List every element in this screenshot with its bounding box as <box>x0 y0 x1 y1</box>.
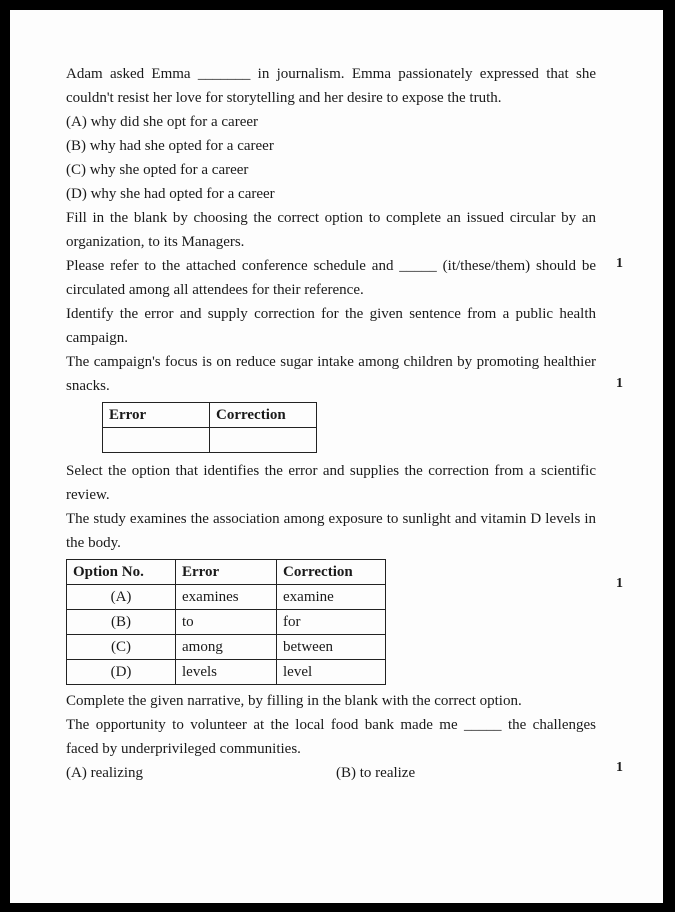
q3-correction-cell <box>210 428 317 453</box>
table-row <box>67 585 386 610</box>
q4-row-a-option: (A) <box>67 585 176 610</box>
q5-instruction: Complete the given narrative, by filling in the blank with the correct option. <box>66 693 522 709</box>
q5-sentence: The opportunity to volunteer at the local food bank made me _____ the challenges faced by underprivileged communities. <box>66 717 596 757</box>
q5-option-b: (B) to realize <box>336 765 416 781</box>
q4-marks: 1 <box>616 576 623 591</box>
q3-marks: 1 <box>616 376 623 391</box>
q4-row-d-option: (D) <box>67 660 176 685</box>
q2-marks: 1 <box>616 256 623 271</box>
question-content <box>66 62 596 785</box>
q4-row-b-option: (B) <box>67 610 176 635</box>
q3-header-correction: Correction <box>210 403 317 428</box>
q4-instruction: Select the option that identifies the error and supplies the correction from a scientific review. <box>66 463 596 503</box>
q4-row-d-correction: level <box>277 660 386 685</box>
q3-error-table <box>102 402 317 453</box>
q2-sentence: Please refer to the attached conference schedule and _____ (it/these/them) should be circulated among all attendees for their reference. <box>66 258 596 298</box>
q4-row-b-error: to <box>176 610 277 635</box>
q4-row-c-correction: between <box>277 635 386 660</box>
q2-instruction: Fill in the blank by choosing the correct option to complete an issued circular by an organization, to its Managers. <box>66 210 596 250</box>
q5-options <box>66 761 596 785</box>
q4-row-b-correction: for <box>277 610 386 635</box>
q4-row-a-error: examines <box>176 585 277 610</box>
q4-row-c-option: (C) <box>67 635 176 660</box>
table-row <box>67 610 386 635</box>
table-row <box>67 660 386 685</box>
q4-row-c-error: among <box>176 635 277 660</box>
q1-stem: Adam asked Emma _______ in journalism. Emma passionately expressed that she couldn't resist her love for storytelling and her desire to expose the truth. <box>66 66 596 106</box>
q3-instruction: Identify the error and supply correction for the given sentence from a public health campaign. <box>66 306 596 346</box>
q4-sentence: The study examines the association among exposure to sunlight and vitamin D levels in the body. <box>66 511 596 551</box>
exam-page <box>10 10 663 903</box>
q4-row-a-correction: examine <box>277 585 386 610</box>
q1-option-d: (D) why she had opted for a career <box>66 186 275 202</box>
q5-option-a: (A) realizing <box>66 765 144 781</box>
q4-header-error: Error <box>176 560 277 585</box>
q4-header-correction: Correction <box>277 560 386 585</box>
q5-marks: 1 <box>616 760 623 775</box>
q3-header-error: Error <box>103 403 210 428</box>
q4-header-option: Option No. <box>67 560 176 585</box>
q4-options-table <box>66 559 386 685</box>
q4-row-d-error: levels <box>176 660 277 685</box>
q1-option-a: (A) why did she opt for a career <box>66 114 259 130</box>
table-row <box>67 635 386 660</box>
q3-error-cell <box>103 428 210 453</box>
q1-option-c: (C) why she opted for a career <box>66 162 249 178</box>
q1-option-b: (B) why had she opted for a career <box>66 138 274 154</box>
q3-sentence: The campaign's focus is on reduce sugar intake among children by promoting healthier snacks. <box>66 354 596 394</box>
